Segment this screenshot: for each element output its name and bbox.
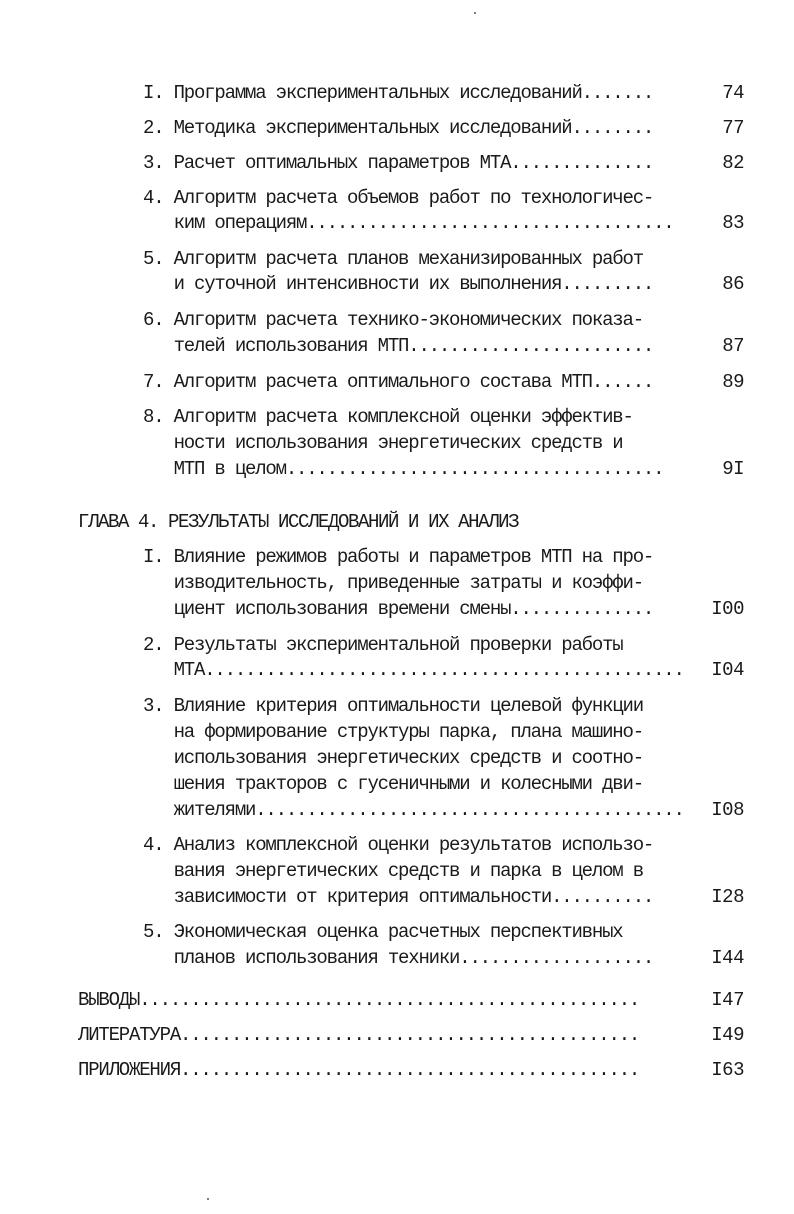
toc-item-text: использования энергетических средств и соотно- xyxy=(143,747,643,769)
toc-item-text: МТА............................................... xyxy=(143,659,684,681)
toc-page-number: 74 xyxy=(722,82,744,104)
toc-item-text: ЛИТЕРАТУРА............................................. xyxy=(78,1024,640,1046)
toc-item-text: 3. Расчет оптимальных параметров МТА.............. xyxy=(143,152,654,174)
toc-item-text: и суточной интенсивности их выполнения......... xyxy=(143,273,654,295)
toc-item-text: 8. Алгоритм расчета комплексной оценки эффектив- xyxy=(143,406,633,428)
toc-item-text: изводительность, приведенные затраты и коэффи- xyxy=(143,572,643,594)
toc-item-text: на формирование структуры парка, плана машино- xyxy=(143,721,643,743)
toc-page-number: I08 xyxy=(711,799,744,821)
toc-page-number: 82 xyxy=(722,152,744,174)
scan-speck xyxy=(474,12,476,14)
toc-page-number: I44 xyxy=(711,947,744,969)
toc-item-text: ности использования энергетических средств и xyxy=(143,432,623,454)
toc-page-number: I00 xyxy=(711,598,744,620)
toc-item-text: I. Влияние режимов работы и параметров МТП на про- xyxy=(143,546,654,568)
toc-item-text: зависимости от критерия оптимальности.......... xyxy=(143,886,654,908)
toc-item-text: 2. Методика экспериментальных исследований........ xyxy=(143,117,654,139)
toc-page-number: I49 xyxy=(711,1024,744,1046)
toc-page-number: 89 xyxy=(722,371,744,393)
toc-page-number: 77 xyxy=(722,117,744,139)
toc-page-number: I47 xyxy=(711,989,744,1011)
toc-item-text: I. Программа экспериментальных исследований....... xyxy=(143,82,654,104)
toc-item-text: 2. Результаты экспериментальной проверки работы xyxy=(143,634,623,656)
toc-item-text: планов использования техники................... xyxy=(143,947,654,969)
toc-page-number: 9I xyxy=(722,458,744,480)
toc-item-text: 5. Алгоритм расчета планов механизированных работ xyxy=(143,248,643,270)
toc-item-text: 7. Алгоритм расчета оптимального состава МТП...... xyxy=(143,371,654,393)
toc-page-number: 87 xyxy=(722,335,744,357)
toc-page-number: I63 xyxy=(711,1059,744,1081)
toc-item-text: ким операциям.................................... xyxy=(143,212,674,234)
toc-page-number: I28 xyxy=(711,886,744,908)
toc-item-text: МТП в целом..................................... xyxy=(143,458,664,480)
toc-item-text: 4. Анализ комплексной оценки результатов использо- xyxy=(143,834,654,856)
toc-item-text: 6. Алгоритм расчета технико-экономических показа- xyxy=(143,309,643,331)
toc-item-text: телей использования МТП........................ xyxy=(143,335,654,357)
toc-item-text: 5. Экономическая оценка расчетных перспективных xyxy=(143,921,623,943)
toc-item-text: вания энергетических средств и парка в целом в xyxy=(143,860,643,882)
chapter-title: ГЛАВА 4. РЕЗУЛЬТАТЫ ИССЛЕДОВАНИЙ И ИХ АНАЛИЗ xyxy=(78,511,519,533)
toc-page-number: 86 xyxy=(722,273,744,295)
toc-page-number: 83 xyxy=(722,212,744,234)
scan-speck xyxy=(207,1198,209,1200)
toc-item-text: 3. Влияние критерия оптимальности целевой функции xyxy=(143,695,643,717)
toc-page-number: I04 xyxy=(711,659,744,681)
toc-item-text: циент использования времени смены.............. xyxy=(143,598,654,620)
toc-item-text: 4. Алгоритм расчета объемов работ по технологичес- xyxy=(143,187,654,209)
toc-item-text: шения тракторов с гусеничными и колесными дви- xyxy=(143,773,643,795)
toc-item-text: ПРИЛОЖЕНИЯ............................................. xyxy=(78,1059,640,1081)
toc-item-text: ВЫВОДЫ................................................. xyxy=(78,989,640,1011)
toc-item-text: жителями.......................................... xyxy=(143,799,684,821)
